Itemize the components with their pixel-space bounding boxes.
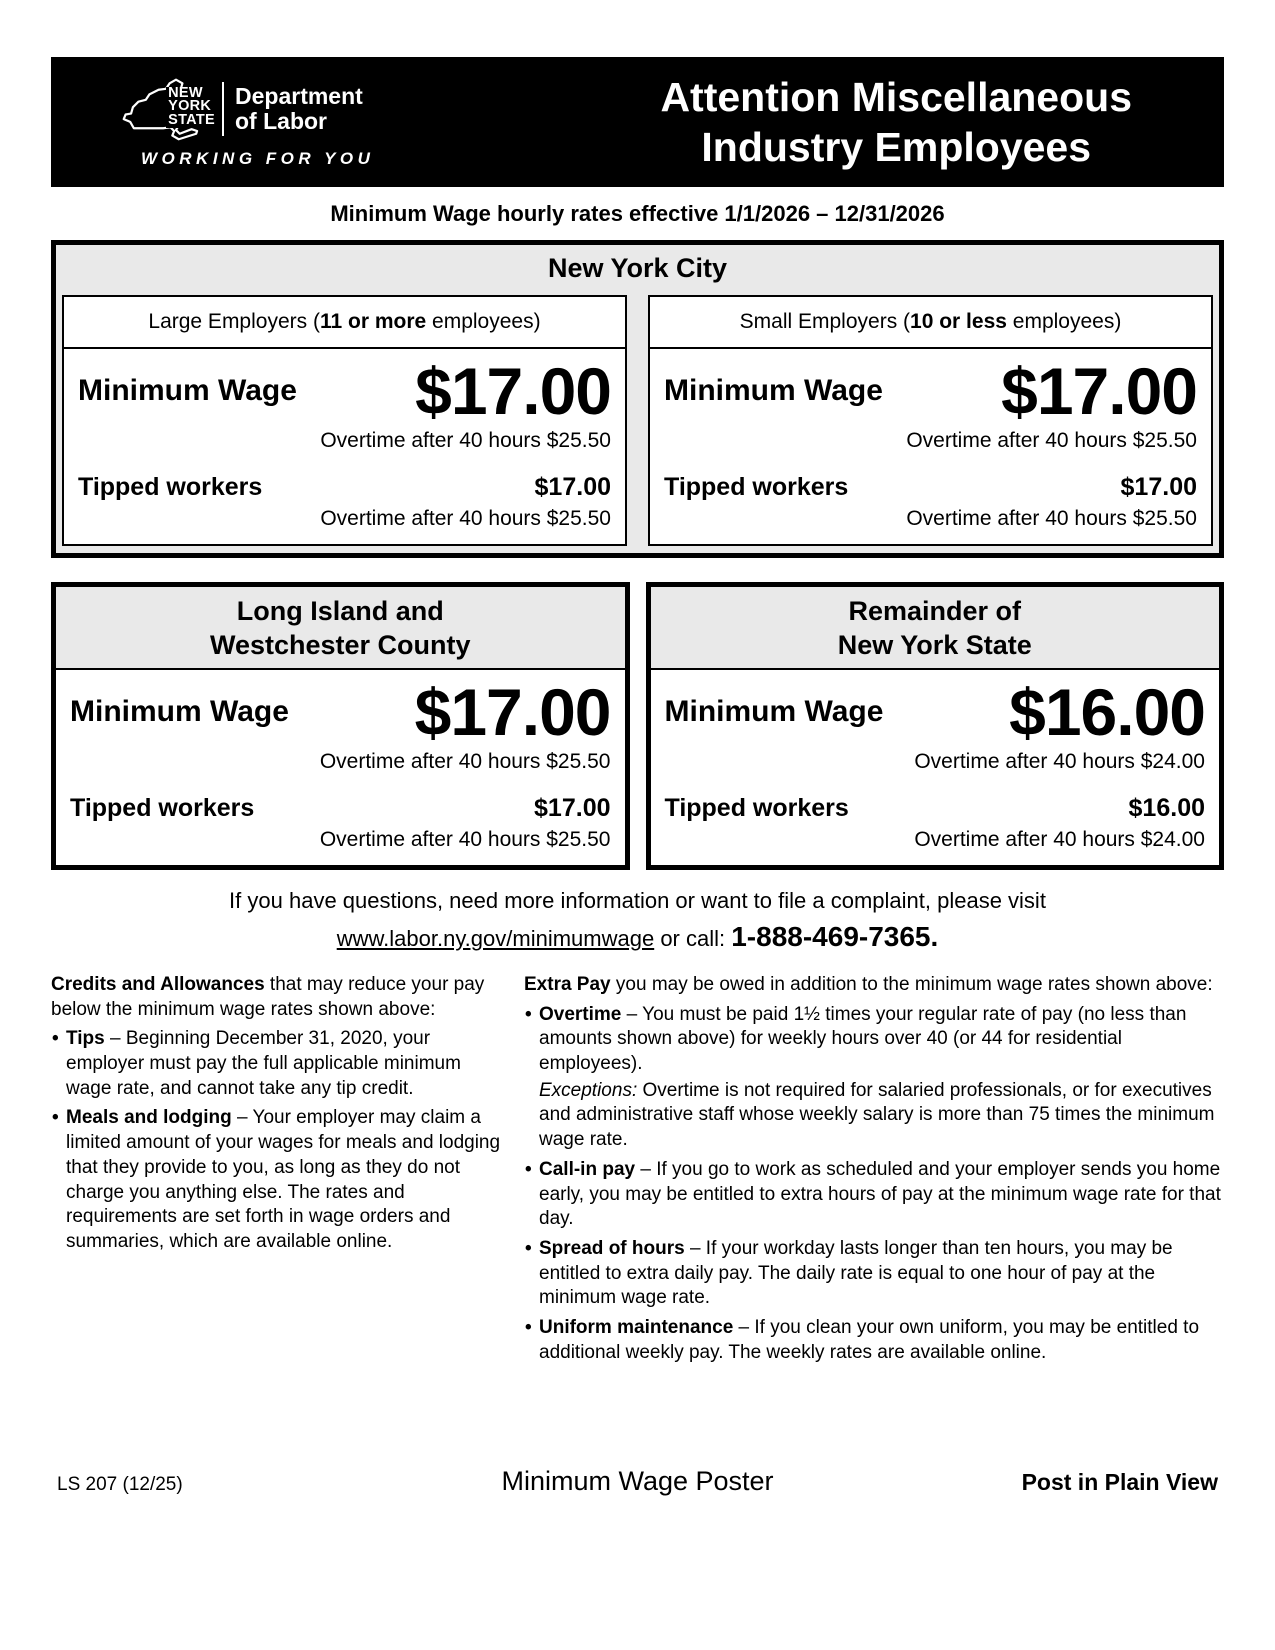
- employer-label-pre: Small Employers (: [739, 310, 911, 333]
- minimum-wage-label: Minimum Wage: [664, 695, 884, 729]
- employer-label-bold: 10 or less: [910, 310, 1007, 333]
- credits-intro-lead: Credits and Allowances: [51, 974, 265, 996]
- overtime-note: Overtime after 40 hours $25.50: [906, 429, 1197, 452]
- logo-department-line: of Labor: [235, 107, 327, 134]
- nyc-large-employers-panel: [62, 295, 627, 546]
- exceptions-lead: Exceptions:: [539, 1079, 638, 1101]
- region-title-line-2: Westchester County: [209, 630, 471, 661]
- minimum-wage-amount: $17.00: [1001, 354, 1197, 428]
- poster-title: Minimum Wage Poster: [501, 1466, 774, 1496]
- post-in-plain-view: Post in Plain View: [1021, 1469, 1218, 1495]
- employer-label-post: employees): [1006, 310, 1122, 333]
- bullet-lead: Overtime: [539, 1003, 622, 1025]
- employer-label-post: employees): [426, 310, 541, 333]
- tipped-workers-amount: $17.00: [534, 473, 611, 501]
- extra-pay-column: [524, 973, 1224, 1365]
- bullet-text: – You must be paid 1½ times your regular rate of pay (no less than amounts shown above) for weekly hours over 40 (or 44 for residential employees).: [539, 1003, 1187, 1075]
- tipped-overtime-note: Overtime after 40 hours $25.50: [320, 507, 611, 530]
- bullet-lead: Tips: [66, 1028, 105, 1050]
- employer-label-pre: Large Employers (: [148, 310, 320, 333]
- bullet-text: – If your workday lasts longer than ten hours, you may be entitled to extra daily pay. The daily rate is equal to one hour of pay at the minimum wage rate.: [539, 1237, 1173, 1309]
- employer-size-label: [64, 297, 625, 349]
- bullet-lead: Meals and lodging: [66, 1107, 232, 1129]
- phone-number: 1-888-469-7365.: [731, 921, 939, 953]
- form-number: LS 207 (12/25): [57, 1474, 183, 1495]
- contact-text: If you have questions, need more information or want to file a complaint, please visit: [229, 888, 1046, 914]
- tipped-overtime-note: Overtime after 40 hours $25.50: [906, 507, 1197, 530]
- overtime-exceptions: [539, 1079, 1224, 1153]
- minimum-wage-url[interactable]: www.labor.ny.gov/minimumwage: [336, 926, 655, 952]
- bullet-text: – If you clean your own uniform, you may be entitled to additional weekly pay. The weekly rates are available online.: [539, 1316, 1200, 1363]
- minimum-wage-amount: $16.00: [1009, 675, 1205, 750]
- minimum-wage-label: Minimum Wage: [664, 374, 883, 407]
- employer-label-bold: 11 or more: [319, 310, 427, 333]
- tipped-overtime-note: Overtime after 40 hours $25.50: [319, 828, 611, 852]
- minimum-wage-amount: $17.00: [415, 354, 611, 428]
- page-title: [660, 72, 1132, 172]
- region-title-line-1: Long Island and: [236, 596, 444, 626]
- credits-bullet-meals-and-lodging: [51, 1106, 507, 1254]
- region-title: [651, 587, 1220, 670]
- credits-bullet-tips: [51, 1027, 507, 1101]
- overtime-note: Overtime after 40 hours $25.50: [320, 429, 611, 452]
- credits-column: [51, 973, 507, 1365]
- tipped-workers-label: Tipped workers: [664, 473, 849, 501]
- logo-department-name: [235, 84, 363, 133]
- tipped-workers-label: Tipped workers: [70, 794, 255, 823]
- long-island-box: [51, 582, 630, 870]
- employer-size-label: [650, 297, 1211, 349]
- wage-panel: [651, 670, 1220, 865]
- nyc-small-employers-panel: [648, 295, 1213, 546]
- credits-intro: [51, 973, 507, 1022]
- region-title: [56, 587, 625, 670]
- wage-panel: [650, 349, 1211, 544]
- notes-columns: [51, 973, 1224, 1365]
- extra-pay-intro-lead: Extra Pay: [524, 974, 611, 996]
- overtime-note: Overtime after 40 hours $24.00: [914, 750, 1205, 774]
- region-title-line-2: New York State: [837, 630, 1032, 661]
- contact-line-2: [51, 921, 1224, 953]
- overtime-note: Overtime after 40 hours $25.50: [319, 750, 611, 774]
- credits-intro-rest: that may reduce your pay below the minimum wage rates shown above:: [51, 974, 485, 1020]
- bullet-spread-of-hours: [524, 1237, 1224, 1311]
- minimum-wage-label: Minimum Wage: [78, 374, 297, 407]
- minimum-wage-label: Minimum Wage: [70, 695, 289, 729]
- minimum-wage-amount: $17.00: [414, 675, 611, 750]
- logo-state-name-line: STATE: [168, 112, 215, 129]
- effective-dates-subtitle: Minimum Wage hourly rates effective 1/1/2026 – 12/31/2026: [330, 201, 945, 226]
- bullet-overtime: [524, 1003, 1224, 1153]
- bullet-lead: Call-in pay: [539, 1158, 636, 1180]
- nys-logo: [117, 76, 374, 169]
- footer: [57, 1466, 1218, 1497]
- logo-state-name-line: NEW: [168, 84, 203, 101]
- bullet-lead: Uniform maintenance: [539, 1316, 734, 1338]
- bullet-text: – Beginning December 31, 2020, your employer must pay the full applicable minimum wage rate, and cannot take any tip credit.: [66, 1028, 461, 1099]
- tipped-overtime-note: Overtime after 40 hours $24.00: [914, 828, 1205, 852]
- nyc-box-title: New York City: [547, 253, 728, 283]
- tipped-workers-amount: $17.00: [1120, 473, 1197, 501]
- region-boxes: [51, 582, 1224, 870]
- logo-tagline: WORKING FOR YOU: [141, 148, 375, 168]
- bullet-lead: Spread of hours: [539, 1237, 685, 1259]
- header-bar: [51, 57, 1224, 187]
- state-outline-icon: [117, 76, 213, 142]
- or-call-text: or call:: [654, 926, 732, 952]
- tipped-workers-label: Tipped workers: [664, 794, 849, 823]
- extra-pay-intro-rest: you may be owed in addition to the minimum wage rates shown above:: [610, 974, 1213, 996]
- wage-panel: [56, 670, 625, 865]
- page-title-line-2: Industry Employees: [701, 124, 1092, 170]
- nyc-box: [51, 240, 1224, 558]
- bullet-text: – If you go to work as scheduled and your employer sends you home early, you may be entitled to extra hours of pay at the minimum wage rate for that day.: [539, 1158, 1221, 1230]
- bullet-uniform-maintenance: [524, 1316, 1224, 1365]
- exceptions-text: Overtime is not required for salaried professionals, or for executives and administrative staff whose weekly salary is more than 75 times the minimum wage rate.: [539, 1079, 1215, 1151]
- bullet-call-in-pay: [524, 1158, 1224, 1232]
- tipped-workers-label: Tipped workers: [78, 473, 263, 501]
- extra-pay-bullet-list: [524, 1003, 1224, 1366]
- page-title-line-1: Attention Miscellaneous: [660, 73, 1132, 120]
- logo-state-name-line: YORK: [168, 98, 212, 115]
- logo-divider: [222, 82, 224, 136]
- extra-pay-intro: [524, 973, 1224, 998]
- tipped-workers-amount: $16.00: [1128, 794, 1205, 823]
- remainder-of-state-box: [646, 582, 1225, 870]
- wage-panel: [64, 349, 625, 544]
- logo-state-name: [166, 84, 217, 129]
- tipped-workers-amount: $17.00: [534, 794, 611, 823]
- credits-bullet-list: [51, 1027, 507, 1254]
- logo-department-line: Department: [235, 82, 363, 109]
- contact-section: [51, 888, 1224, 953]
- bullet-text: – Your employer may claim a limited amount of your wages for meals and lodging that they provide to you, as long as they do not charge you anything else. The rates and requirements are set forth in wage orders and summaries, which are available online.: [66, 1107, 501, 1252]
- nyc-columns: [56, 291, 1219, 553]
- region-title-line-1: Remainder of: [848, 596, 1022, 626]
